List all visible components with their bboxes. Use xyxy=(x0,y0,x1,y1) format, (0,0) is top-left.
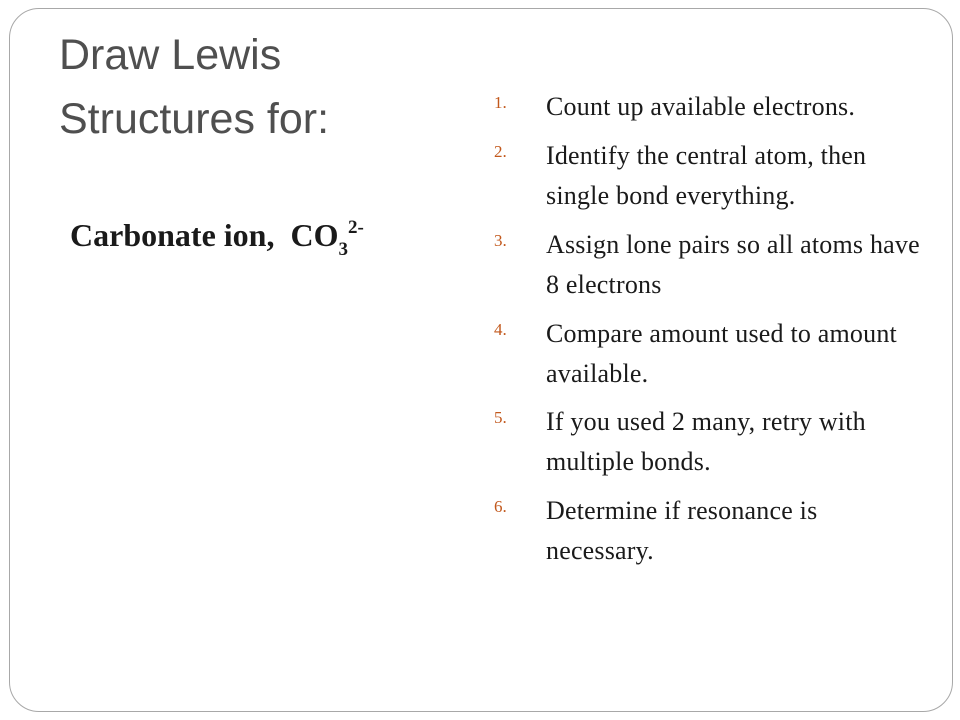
step-text: Count up available electrons. xyxy=(546,92,856,121)
step-text: Compare amount used to amount available. xyxy=(546,319,897,388)
step-number: 1. xyxy=(494,93,507,112)
slide-title xyxy=(59,23,329,151)
slide xyxy=(9,8,953,712)
step-text: Determine if resonance is necessary. xyxy=(546,496,818,565)
formula-label: Carbonate ion, xyxy=(70,217,275,253)
formula-charge: 2- xyxy=(347,217,364,238)
step-text: Assign lone pairs so all atoms have 8 electrons xyxy=(546,230,920,299)
title-line-1: Draw Lewis xyxy=(59,31,282,79)
step-number: 5. xyxy=(494,408,507,427)
carbonate-formula xyxy=(70,217,364,260)
step-number: 2. xyxy=(494,142,507,161)
title-line-2: Structures for: xyxy=(59,95,330,143)
formula-subscript: 3 xyxy=(338,239,348,260)
step-number: 6. xyxy=(494,497,507,516)
step-number: 3. xyxy=(494,231,507,250)
step-number: 4. xyxy=(494,320,507,339)
formula-species: CO xyxy=(290,217,339,253)
step-text: Identify the central atom, then single bond everything. xyxy=(546,141,867,210)
step-text: If you used 2 many, retry with multiple bonds. xyxy=(546,407,866,476)
